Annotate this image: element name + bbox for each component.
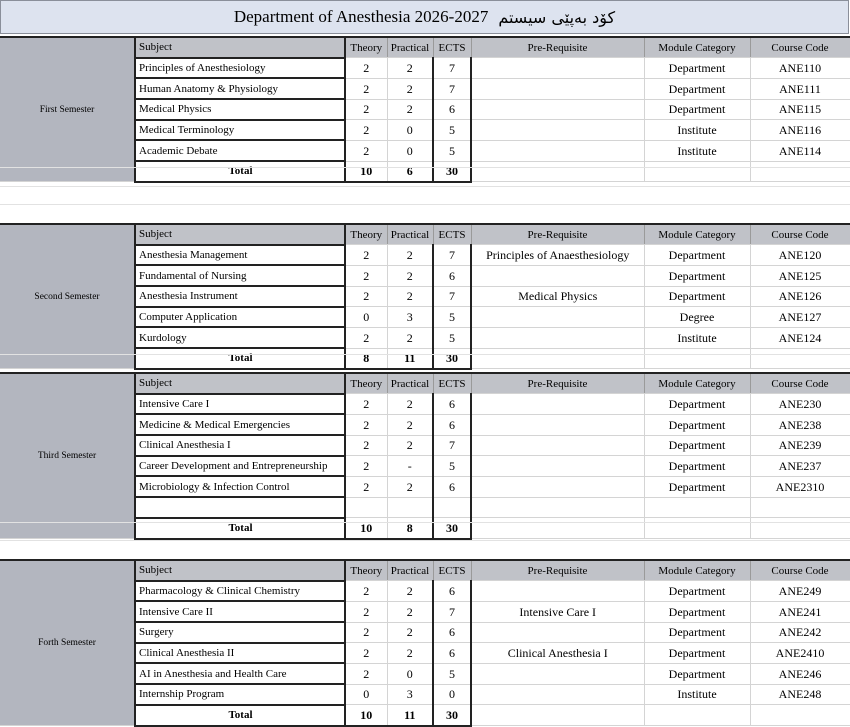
cell-subject[interactable]: Clinical Anesthesia II [135,643,345,664]
column-header[interactable]: Module Category [644,373,750,394]
cell-prereq[interactable] [471,663,644,684]
cell-theory[interactable]: 2 [345,601,387,622]
column-header[interactable]: Subject [135,560,345,581]
cell-practical[interactable]: 3 [387,684,433,705]
cell-prereq[interactable] [471,58,644,79]
column-header[interactable]: Subject [135,373,345,394]
cell-practical[interactable]: - [387,456,433,477]
cell-subject[interactable]: Anesthesia Instrument [135,286,345,307]
cell-subject[interactable]: Medical Physics [135,99,345,120]
column-header[interactable]: Module Category [644,224,750,245]
cell-ects[interactable]: 6 [433,394,471,415]
total-practical[interactable]: 8 [387,518,433,539]
cell-prereq[interactable] [471,307,644,328]
cell-category[interactable]: Department [644,286,750,307]
cell-practical[interactable]: 0 [387,663,433,684]
cell-code[interactable]: ANE111 [750,78,850,99]
cell-practical[interactable] [387,497,433,518]
cell-theory[interactable]: 2 [345,622,387,643]
cell-theory[interactable]: 2 [345,435,387,456]
cell-ects[interactable]: 5 [433,663,471,684]
cell-code[interactable]: ANE230 [750,394,850,415]
cell-code[interactable]: ANE127 [750,307,850,328]
cell-ects[interactable]: 6 [433,414,471,435]
header-row [0,224,850,245]
cell-category[interactable]: Department [644,99,750,120]
semester-table [0,372,850,540]
cell-code[interactable]: ANE110 [750,58,850,79]
cell-theory[interactable] [345,497,387,518]
total-subject[interactable]: Total [135,518,345,539]
total-empty-code[interactable] [750,518,850,539]
cell-category[interactable]: Institute [644,140,750,161]
cell-category[interactable]: Department [644,456,750,477]
cell-prereq[interactable] [471,78,644,99]
cell-theory[interactable]: 2 [345,456,387,477]
header-row [0,373,850,394]
cell-prereq[interactable] [471,435,644,456]
cell-subject[interactable]: Surgery [135,622,345,643]
total-empty-category[interactable] [644,348,750,369]
cell-code[interactable]: ANE237 [750,456,850,477]
cell-ects[interactable]: 6 [433,622,471,643]
total-theory[interactable]: 10 [345,518,387,539]
semester-table [0,223,850,370]
column-header[interactable]: Practical [387,37,433,58]
cell-ects[interactable]: 7 [433,286,471,307]
cell-practical[interactable]: 2 [387,286,433,307]
cell-prereq[interactable] [471,120,644,141]
cell-category[interactable]: Department [644,622,750,643]
cell-code[interactable]: ANE242 [750,622,850,643]
cell-practical[interactable]: 2 [387,601,433,622]
cell-ects[interactable]: 6 [433,643,471,664]
cell-theory[interactable]: 2 [345,245,387,266]
column-header[interactable]: Course Code [750,37,850,58]
cell-prereq[interactable] [471,684,644,705]
column-header[interactable]: Subject [135,224,345,245]
total-empty-prereq[interactable] [471,348,644,369]
cell-subject[interactable]: Pharmacology & Clinical Chemistry [135,581,345,602]
cell-practical[interactable]: 2 [387,622,433,643]
cell-practical[interactable]: 2 [387,58,433,79]
column-header[interactable]: Course Code [750,560,850,581]
total-practical[interactable]: 6 [387,161,433,182]
cell-ects[interactable]: 7 [433,245,471,266]
cell-code[interactable]: ANE241 [750,601,850,622]
cell-category[interactable]: Institute [644,327,750,348]
cell-ects[interactable]: 5 [433,140,471,161]
total-empty-category[interactable] [644,161,750,182]
cell-prereq[interactable] [471,497,644,518]
column-header[interactable]: Course Code [750,224,850,245]
total-subject[interactable]: Total [135,161,345,182]
cell-subject[interactable]: Medical Terminology [135,120,345,141]
column-header[interactable]: Pre-Requisite [471,560,644,581]
cell-theory[interactable]: 0 [345,684,387,705]
column-header[interactable]: Module Category [644,560,750,581]
cell-ects[interactable] [433,497,471,518]
title-kurdish: کۆد بەپێی سیستم [498,7,616,27]
total-empty-category[interactable] [644,705,750,726]
column-header[interactable]: Theory [345,373,387,394]
cell-ects[interactable]: 6 [433,476,471,497]
empty-row-line [0,354,850,355]
cell-practical[interactable]: 2 [387,394,433,415]
cell-code[interactable]: ANE116 [750,120,850,141]
total-empty-prereq[interactable] [471,161,644,182]
cell-subject[interactable]: Career Development and Entrepreneurship [135,456,345,477]
total-subject[interactable]: Total [135,348,345,369]
empty-row-line [0,522,850,523]
column-header[interactable]: Pre-Requisite [471,37,644,58]
cell-subject[interactable]: Intensive Care I [135,394,345,415]
cell-category[interactable]: Institute [644,684,750,705]
cell-category[interactable]: Department [644,245,750,266]
cell-ects[interactable]: 7 [433,78,471,99]
semester-table [0,36,850,183]
cell-theory[interactable]: 2 [345,78,387,99]
cell-ects[interactable]: 7 [433,601,471,622]
cell-category[interactable]: Department [644,581,750,602]
cell-category[interactable]: Department [644,58,750,79]
column-header[interactable]: Practical [387,373,433,394]
cell-code[interactable]: ANE248 [750,684,850,705]
total-ects[interactable]: 30 [433,161,471,182]
total-practical[interactable]: 11 [387,348,433,369]
cell-practical[interactable]: 2 [387,245,433,266]
cell-theory[interactable]: 2 [345,394,387,415]
cell-theory[interactable]: 2 [345,140,387,161]
column-header[interactable]: Course Code [750,373,850,394]
cell-category[interactable] [644,497,750,518]
cell-practical[interactable]: 2 [387,99,433,120]
total-theory[interactable]: 8 [345,348,387,369]
cell-subject[interactable]: Principles of Anesthesiology [135,58,345,79]
cell-prereq[interactable] [471,456,644,477]
cell-category[interactable]: Department [644,476,750,497]
cell-subject[interactable]: AI in Anesthesia and Health Care [135,663,345,684]
cell-practical[interactable]: 2 [387,327,433,348]
cell-ects[interactable]: 5 [433,307,471,328]
total-empty-code[interactable] [750,705,850,726]
semester-label[interactable]: Second Semester [0,224,135,369]
total-theory[interactable]: 10 [345,161,387,182]
cell-practical[interactable]: 2 [387,414,433,435]
column-header[interactable]: Pre-Requisite [471,373,644,394]
cell-prereq[interactable] [471,622,644,643]
cell-prereq[interactable] [471,140,644,161]
cell-prereq[interactable] [471,327,644,348]
cell-category[interactable]: Degree [644,307,750,328]
cell-prereq[interactable] [471,414,644,435]
semester-label[interactable]: First Semester [0,37,135,182]
semester-label[interactable]: Forth Semester [0,560,135,726]
column-header[interactable]: Theory [345,560,387,581]
column-header[interactable]: Practical [387,224,433,245]
cell-practical[interactable]: 2 [387,476,433,497]
cell-code[interactable]: ANE124 [750,327,850,348]
cell-theory[interactable]: 2 [345,99,387,120]
cell-category[interactable]: Department [644,265,750,286]
cell-subject[interactable]: Microbiology & Infection Control [135,476,345,497]
cell-code[interactable]: ANE120 [750,245,850,266]
title-english: Department of Anesthesia 2026-2027 [233,7,489,26]
cell-code[interactable]: ANE115 [750,99,850,120]
cell-code[interactable]: ANE125 [750,265,850,286]
cell-practical[interactable]: 2 [387,581,433,602]
cell-category[interactable]: Institute [644,120,750,141]
total-ects[interactable]: 30 [433,348,471,369]
cell-category[interactable]: Department [644,394,750,415]
cell-prereq[interactable]: Principles of Anaesthesiology [471,245,644,266]
cell-prereq[interactable] [471,581,644,602]
column-header[interactable]: ECTS [433,560,471,581]
cell-ects[interactable]: 5 [433,327,471,348]
cell-theory[interactable]: 2 [345,265,387,286]
cell-ects[interactable]: 6 [433,581,471,602]
cell-code[interactable]: ANE114 [750,140,850,161]
total-empty-code[interactable] [750,161,850,182]
cell-ects[interactable]: 7 [433,435,471,456]
cell-ects[interactable]: 6 [433,265,471,286]
cell-prereq[interactable] [471,394,644,415]
column-header[interactable]: Theory [345,37,387,58]
sheet-title[interactable] [0,0,849,34]
column-header[interactable]: ECTS [433,373,471,394]
empty-row-line [0,540,850,541]
cell-prereq[interactable] [471,476,644,497]
cell-category[interactable]: Department [644,663,750,684]
cell-prereq[interactable]: Medical Physics [471,286,644,307]
cell-practical[interactable]: 2 [387,265,433,286]
cell-practical[interactable]: 0 [387,140,433,161]
semester-label[interactable]: Third Semester [0,373,135,539]
column-header[interactable]: Module Category [644,37,750,58]
cell-code[interactable]: ANE2310 [750,476,850,497]
cell-theory[interactable]: 2 [345,414,387,435]
total-empty-category[interactable] [644,518,750,539]
empty-row-line [0,167,850,168]
cell-code[interactable]: ANE246 [750,663,850,684]
cell-ects[interactable]: 6 [433,99,471,120]
cell-practical[interactable]: 3 [387,307,433,328]
total-empty-code[interactable] [750,348,850,369]
cell-subject[interactable]: Fundamental of Nursing [135,265,345,286]
total-ects[interactable]: 30 [433,518,471,539]
total-ects[interactable]: 30 [433,705,471,726]
cell-subject[interactable]: Human Anatomy & Physiology [135,78,345,99]
cell-category[interactable]: Department [644,601,750,622]
cell-category[interactable]: Department [644,414,750,435]
cell-code[interactable]: ANE2410 [750,643,850,664]
cell-subject[interactable]: Internship Program [135,684,345,705]
cell-theory[interactable]: 2 [345,663,387,684]
cell-prereq[interactable]: Intensive Care I [471,601,644,622]
cell-code[interactable]: ANE126 [750,286,850,307]
cell-theory[interactable]: 2 [345,286,387,307]
cell-subject[interactable] [135,497,345,518]
column-header[interactable]: Pre-Requisite [471,224,644,245]
header-row [0,37,850,58]
cell-subject[interactable]: Clinical Anesthesia I [135,435,345,456]
cell-theory[interactable]: 2 [345,120,387,141]
cell-practical[interactable]: 0 [387,120,433,141]
column-header[interactable]: Subject [135,37,345,58]
column-header[interactable]: ECTS [433,37,471,58]
total-subject[interactable]: Total [135,705,345,726]
cell-subject[interactable]: Computer Application [135,307,345,328]
total-empty-prereq[interactable] [471,705,644,726]
cell-theory[interactable]: 2 [345,327,387,348]
cell-theory[interactable]: 2 [345,643,387,664]
cell-code[interactable]: ANE239 [750,435,850,456]
column-header[interactable]: Theory [345,224,387,245]
column-header[interactable]: ECTS [433,224,471,245]
cell-theory[interactable]: 2 [345,476,387,497]
column-header[interactable]: Practical [387,560,433,581]
cell-ects[interactable]: 7 [433,58,471,79]
cell-subject[interactable]: Anesthesia Management [135,245,345,266]
cell-practical[interactable]: 2 [387,643,433,664]
cell-ects[interactable]: 5 [433,120,471,141]
cell-code[interactable] [750,497,850,518]
cell-theory[interactable]: 0 [345,307,387,328]
cell-subject[interactable]: Academic Debate [135,140,345,161]
cell-practical[interactable]: 2 [387,78,433,99]
cell-subject[interactable]: Medicine & Medical Emergencies [135,414,345,435]
cell-category[interactable]: Department [644,78,750,99]
total-empty-prereq[interactable] [471,518,644,539]
cell-subject[interactable]: Intensive Care II [135,601,345,622]
cell-ects[interactable]: 5 [433,456,471,477]
cell-ects[interactable]: 0 [433,684,471,705]
empty-row-line [0,204,850,205]
semester-table [0,559,850,727]
total-practical[interactable]: 11 [387,705,433,726]
cell-subject[interactable]: Kurdology [135,327,345,348]
cell-theory[interactable]: 2 [345,58,387,79]
cell-category[interactable]: Department [644,643,750,664]
cell-prereq[interactable]: Clinical Anesthesia I [471,643,644,664]
cell-code[interactable]: ANE249 [750,581,850,602]
empty-row-line [0,186,850,187]
cell-code[interactable]: ANE238 [750,414,850,435]
cell-category[interactable]: Department [644,435,750,456]
cell-prereq[interactable] [471,265,644,286]
total-theory[interactable]: 10 [345,705,387,726]
cell-practical[interactable]: 2 [387,435,433,456]
cell-prereq[interactable] [471,99,644,120]
cell-theory[interactable]: 2 [345,581,387,602]
header-row [0,560,850,581]
